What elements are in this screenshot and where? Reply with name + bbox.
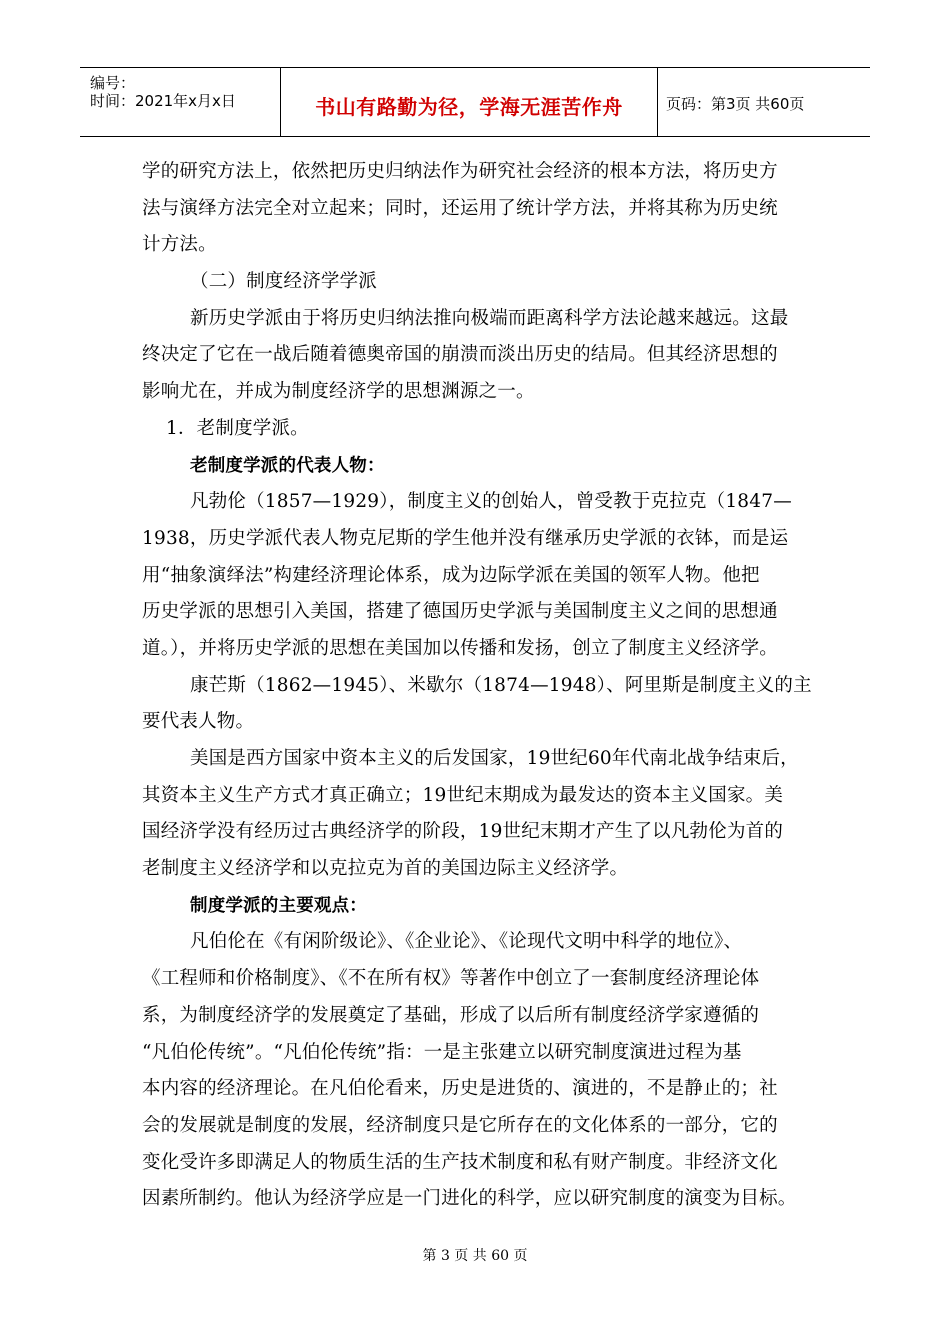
- bold-heading: 制度学派的主要观点：: [190, 895, 367, 916]
- paragraph-line: 影响尤在，并成为制度经济学的思想渊源之一。: [142, 381, 535, 403]
- paragraph-line: 康芒斯（1862—1945）、米歇尔（1874—1948）、阿里斯是制度主义的主: [190, 674, 812, 696]
- paragraph-line: 新历史学派由于将历史归纳法推向极端而距离科学方法论越来越远。这最: [190, 307, 789, 329]
- paragraph-line: 计方法。: [142, 234, 217, 256]
- page-footer: 第 3 页 共 60 页: [422, 1248, 528, 1264]
- paragraph-line: 用“抽象演绎法”构建经济理论体系，成为边际学派在美国的领军人物。他把: [142, 564, 760, 586]
- paragraph-line: 国经济学没有经历过古典经济学的阶段，19世纪末期才产生了以凡勃伦为首的: [142, 821, 784, 843]
- paragraph-line: 学的研究方法上，依然把历史归纳法作为研究社会经济的根本方法，将历史方: [142, 161, 778, 182]
- paragraph-line: 会的发展就是制度的发展，经济制度只是它所存在的文化体系的一部分，它的: [142, 1114, 778, 1136]
- paragraph-line: 凡伯伦在《有闲阶级论》、《企业论》、《论现代文明中科学的地位》、: [190, 931, 743, 953]
- paragraph-line: 变化受许多即满足人的物质生活的生产技术制度和私有财产制度。非经济文化: [142, 1151, 778, 1173]
- paragraph-line: 本内容的经济理论。在凡伯伦看来，历史是进货的、演进的，不是静止的；社: [142, 1078, 778, 1100]
- header-motto-cell: [281, 68, 658, 136]
- paragraph-line: 《工程师和价格制度》、《不在所有权》等著作中创立了一套制度经济理论体: [142, 968, 760, 990]
- bold-heading: 老制度学派的代表人物：: [190, 455, 385, 476]
- header-info-cell: [80, 68, 281, 136]
- subsection-heading: 1．老制度学派。: [166, 417, 309, 439]
- paragraph-line: 终决定了它在一战后随着德奥帝国的崩溃而淡出历史的结局。但其经济思想的: [142, 344, 778, 366]
- paragraph-line: 1938，历史学派代表人物克尼斯的学生他并没有继承历史学派的衣钵，而是运: [142, 527, 789, 549]
- paragraph-line: 凡勃伦（1857—1929），制度主义的创始人，曾受教于克拉克（1847—: [190, 491, 792, 513]
- paragraph-line: 因素所制约。他认为经济学应是一门进化的科学，应以研究制度的演变为目标。: [142, 1188, 797, 1210]
- date-label: 时间：2021年x月x日: [90, 92, 236, 110]
- document-number-label: 编号：: [90, 74, 136, 92]
- paragraph-line: 老制度主义经济学和以克拉克为首的美国边际主义经济学。: [142, 858, 629, 880]
- paragraph-line: 系，为制度经济学的发展奠定了基础，形成了以后所有制度经济学家遵循的: [142, 1004, 760, 1026]
- paragraph-line: 历史学派的思想引入美国，搭建了德国历史学派与美国制度主义之间的思想通: [142, 601, 778, 623]
- paragraph-line: 要代表人物。: [142, 711, 255, 733]
- paragraph-line: 其资本主义生产方式才真正确立；19世纪末期成为最发达的资本主义国家。美: [142, 784, 784, 806]
- header-page-cell: [658, 68, 870, 136]
- paragraph-line: 法与演绎方法完全对立起来；同时，还运用了统计学方法，并将其称为历史统: [142, 197, 778, 219]
- paragraph-line: 美国是西方国家中资本主义的后发国家，19世纪60年代南北战争结束后，: [190, 748, 799, 769]
- document-body: [142, 154, 818, 1218]
- header-page-number: 页码：第3页 共60页: [666, 95, 805, 113]
- section-heading: （二）制度经济学学派: [190, 271, 378, 293]
- paragraph-line: “凡伯伦传统”。“凡伯伦传统”指：一是主张建立以研究制度演进过程为基: [142, 1041, 742, 1063]
- paragraph-line: 道。），并将历史学派的思想在美国加以传播和发扬，创立了制度主义经济学。: [142, 637, 779, 659]
- motto-text: 书山有路勤为径，学海无涯苦作舟: [315, 95, 623, 119]
- page-header: [80, 67, 870, 137]
